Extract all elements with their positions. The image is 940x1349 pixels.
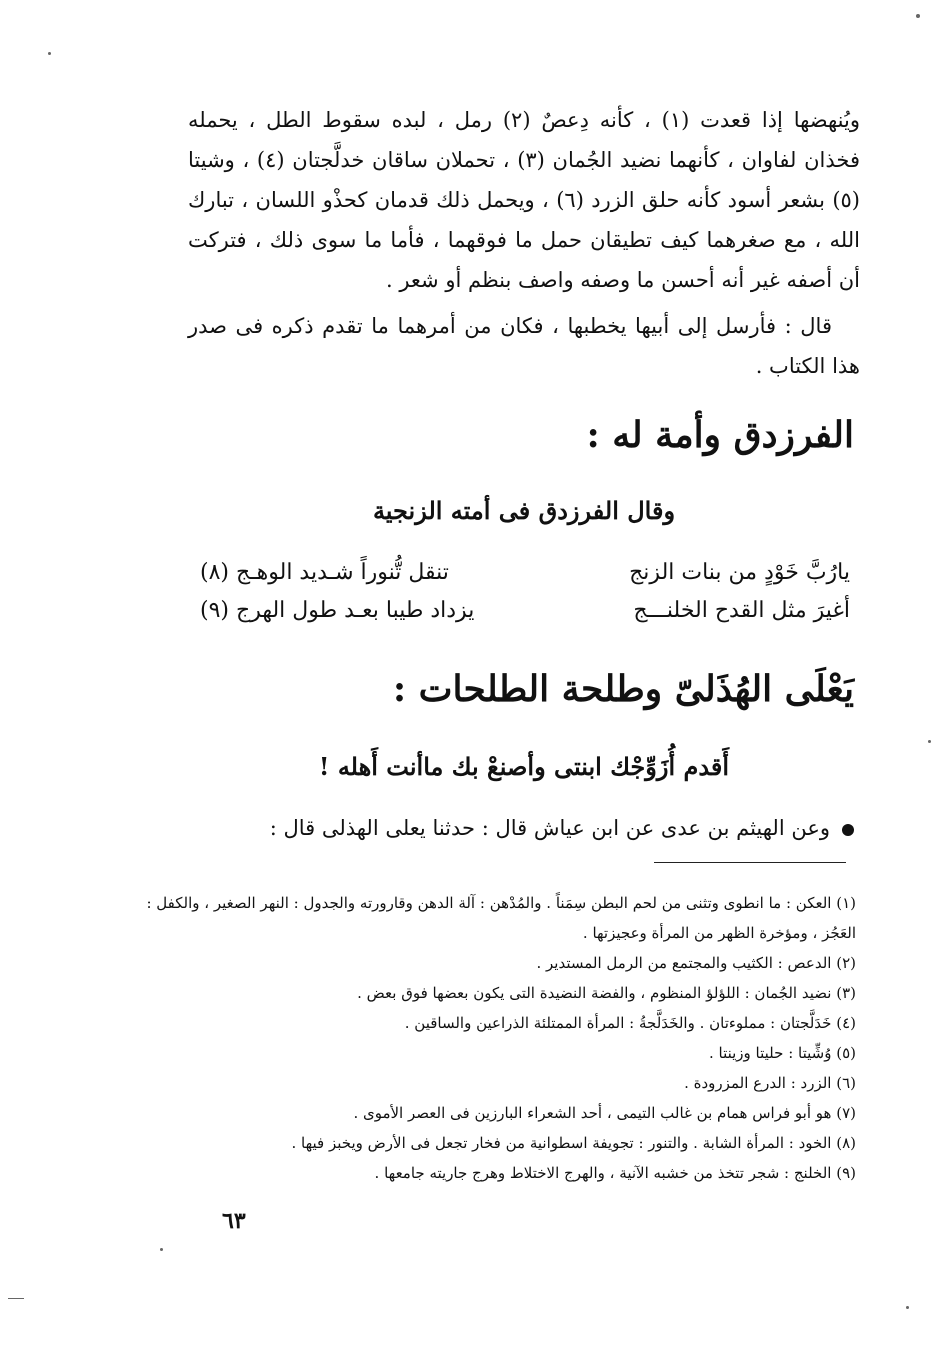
footnote-2: (٢) الدعص : الكثيب والمجتمع من الرمل المستدير . [536, 954, 856, 972]
body-text [188, 100, 860, 386]
verse-1-second-hemistich: تنقل تُّنوراً شـديد الوهـج (٨) [200, 560, 449, 585]
footnote-8: (٨) الخود : المرأة الشابة . والتنور : تجويفة اسطوانية من فخار تجعل فى الأرض ويخبز فيها . [291, 1134, 856, 1152]
section-subtitle-farazdaq: وقال الفرزدق فى أمته الزنجية [372, 496, 676, 525]
bullet-text: وعن الهيثم بن عدى عن ابن عياش قال : حدثنا يعلى الهذلى قال : [269, 816, 830, 840]
footnote-7: (٧) هو أبو فراس همام بن غالب التيمى ، أحد الشعراء البارزين فى العصر الأموى . [353, 1104, 856, 1122]
body-paragraph-2: قال : فأرسل إلى أبيها يخطبها ، فكان من أمرهما ما تقدم ذكره فى صدر هذا الكتاب . [188, 314, 860, 378]
footnotes [140, 888, 856, 1188]
verse-2-first-hemistich: أغيرَ مثل القدح الخلنـــج [633, 598, 850, 623]
bullet-icon [842, 824, 854, 836]
footnote-separator [654, 862, 846, 863]
verse-2-second-hemistich: يزداد طيبا بعـد طول الهرج (٩) [200, 598, 475, 623]
footnote-5: (٥) وُشِّيتا : حليتا وزينتا . [708, 1044, 856, 1062]
footnote-9: (٩) الخلنج : شجر تتخذ من خشبه الآنية ، والهرج الاختلاط وهرج جاريته جامعها . [374, 1164, 856, 1182]
page-number: ٦٣ [222, 1208, 246, 1234]
footnote-1: (١) العكن : ما انطوى وتثنى من لحم البطن سِمَناً . والمُدْهن : آلة الدهن وقارورته والجدول : النهر الصغير ، والكفل : العَجُز ، ومؤخرة الظهر من المرأة وعجيزتها . [146, 894, 856, 942]
bullet-paragraph [180, 816, 854, 840]
body-paragraph-1: ويُنهضها إذا قعدت (١) ، كأنه دِعصٌ (٢) رمل ، لبده سقوط الطل ، يحمله فخذان لفاوان ، كأنهما نضيد الجُمان (٣) ، تحملان ساقان خدلَّجتان (٤) ، وشيتا (٥) بشعر أسود كأنه حلق الزرد (٦) ، ويحمل ذلك قدمان كحذْو اللسان ، تبارك الله ، مع صغرهما كيف تطيقان حمل ما فوقهما ، فأما ما سوى ذلك ، فتركت أن أصفه غير أنه أحسن ما وصفه واصف بنظم أو شعر . [188, 108, 860, 292]
footnote-3: (٣) نضيد الجُمان : اللؤلؤ المنظوم ، والفضة النضيدة التى يكون بعضها فوق بعض . [357, 984, 856, 1002]
verse-1-first-hemistich: يارُبَّ خَوْدٍ من بنات الزنج [629, 560, 850, 585]
section-heading-farazdaq: الفرزدق وأمة له : [586, 414, 854, 456]
footnote-6: (٦) الزرد : الدرع المزرودة . [684, 1074, 856, 1092]
footnote-4: (٤) خَدَلَّجتان : مملوءتان . والخَدَلَّجةُ : المرأة الممتلئة الذراعين والساقين . [404, 1014, 856, 1032]
section-subtitle-yala: أَقدم أُزَوِّجْك ابنتى وأصنعْ بك ماأنت أَهله ! [318, 752, 730, 781]
section-heading-yala: يَعْلَى الهُذَلىّ وطلحة الطلحات : [392, 668, 854, 710]
